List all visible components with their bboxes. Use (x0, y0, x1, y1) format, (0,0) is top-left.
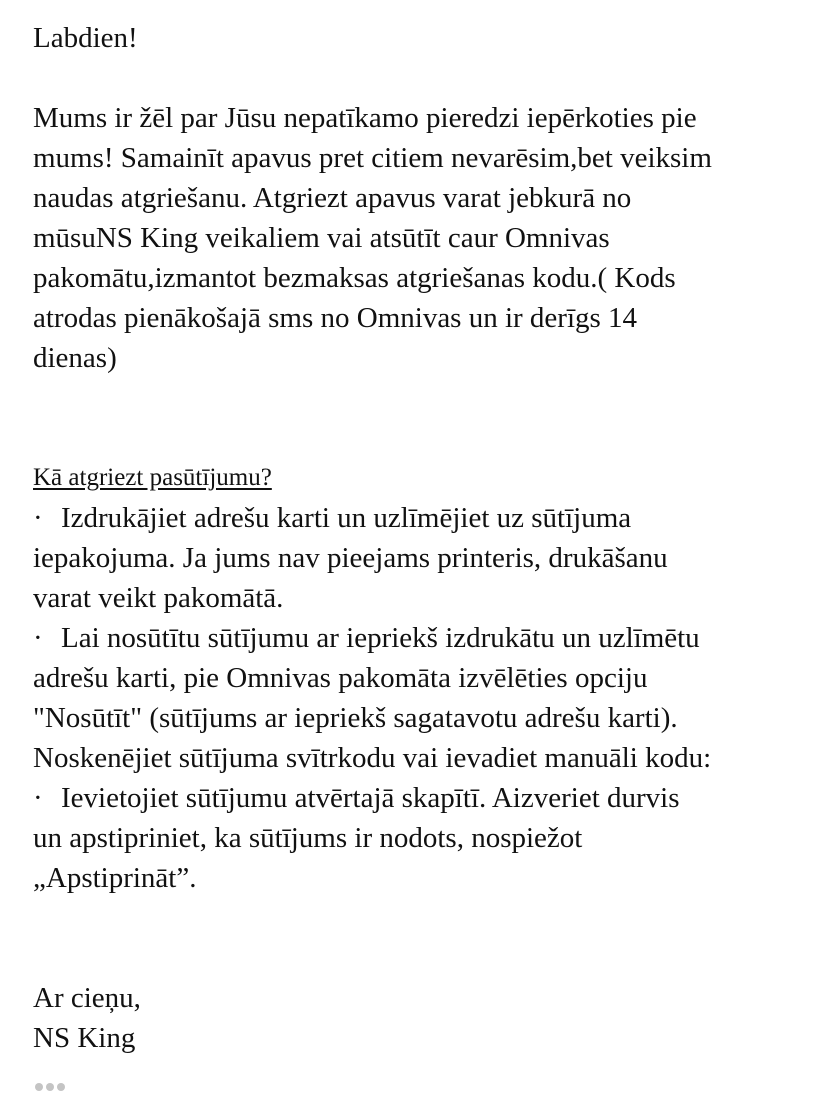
step-line (33, 618, 813, 658)
spacer (33, 898, 813, 978)
greeting: Labdien! (33, 22, 138, 54)
return-instructions-heading: Kā atgriezt pasūtījumu? (33, 464, 272, 491)
bullet-icon: · (33, 502, 43, 534)
spacer (33, 58, 813, 98)
intro-line: mūsuNS King veikaliem vai atsūtīt caur Omnivas (33, 222, 610, 254)
email-body (33, 18, 813, 1058)
step-line: „Apstiprināt”. (33, 862, 197, 894)
step-line (33, 498, 813, 538)
step-line (33, 778, 813, 818)
closing: Ar cieņu, (33, 982, 141, 1014)
intro-line: atrodas pienākošajā sms no Omnivas un ir derīgs 14 (33, 302, 638, 334)
dot (57, 1083, 65, 1091)
signature: NS King (33, 1022, 136, 1054)
step-line: adrešu karti, pie Omnivas pakomāta izvēlēties opciju (33, 662, 648, 694)
step-text: Ievietojiet sūtījumu atvērtajā skapītī. Aizveriet durvis (61, 782, 680, 814)
step-line: un apstipriniet, ka sūtījums ir nodots, nospiežot (33, 822, 583, 854)
show-trimmed-content-icon[interactable] (35, 1083, 65, 1091)
bullet-icon: · (33, 622, 43, 654)
intro-line: mums! Samainīt apavus pret citiem nevarēsim,bet veiksim (33, 142, 712, 174)
step-text: Izdrukājiet adrešu karti un uzlīmējiet uz sūtījuma (61, 502, 632, 534)
bullet-icon: · (33, 782, 43, 814)
step-3 (33, 778, 813, 898)
step-line: iepakojuma. Ja jums nav pieejams printeris, drukāšanu (33, 542, 668, 574)
step-line: varat veikt pakomātā. (33, 582, 284, 614)
step-line: "Nosūtīt" (sūtījums ar iepriekš sagatavotu adrešu karti). (33, 702, 678, 734)
intro-line: naudas atgriešanu. Atgriezt apavus varat jebkurā no (33, 182, 632, 214)
intro-line: dienas) (33, 342, 117, 374)
step-1 (33, 498, 813, 618)
intro-paragraph (33, 98, 813, 378)
dot (35, 1083, 43, 1091)
dot (46, 1083, 54, 1091)
spacer (33, 378, 813, 458)
step-line: Noskenējiet sūtījuma svītrkodu vai ievadiet manuāli kodu: (33, 742, 712, 774)
step-text: Lai nosūtītu sūtījumu ar iepriekš izdrukātu un uzlīmētu (61, 622, 700, 654)
intro-line: Mums ir žēl par Jūsu nepatīkamo pieredzi iepērkoties pie (33, 102, 697, 134)
intro-line: pakomātu,izmantot bezmaksas atgriešanas kodu.( Kods (33, 262, 676, 294)
step-2 (33, 618, 813, 778)
